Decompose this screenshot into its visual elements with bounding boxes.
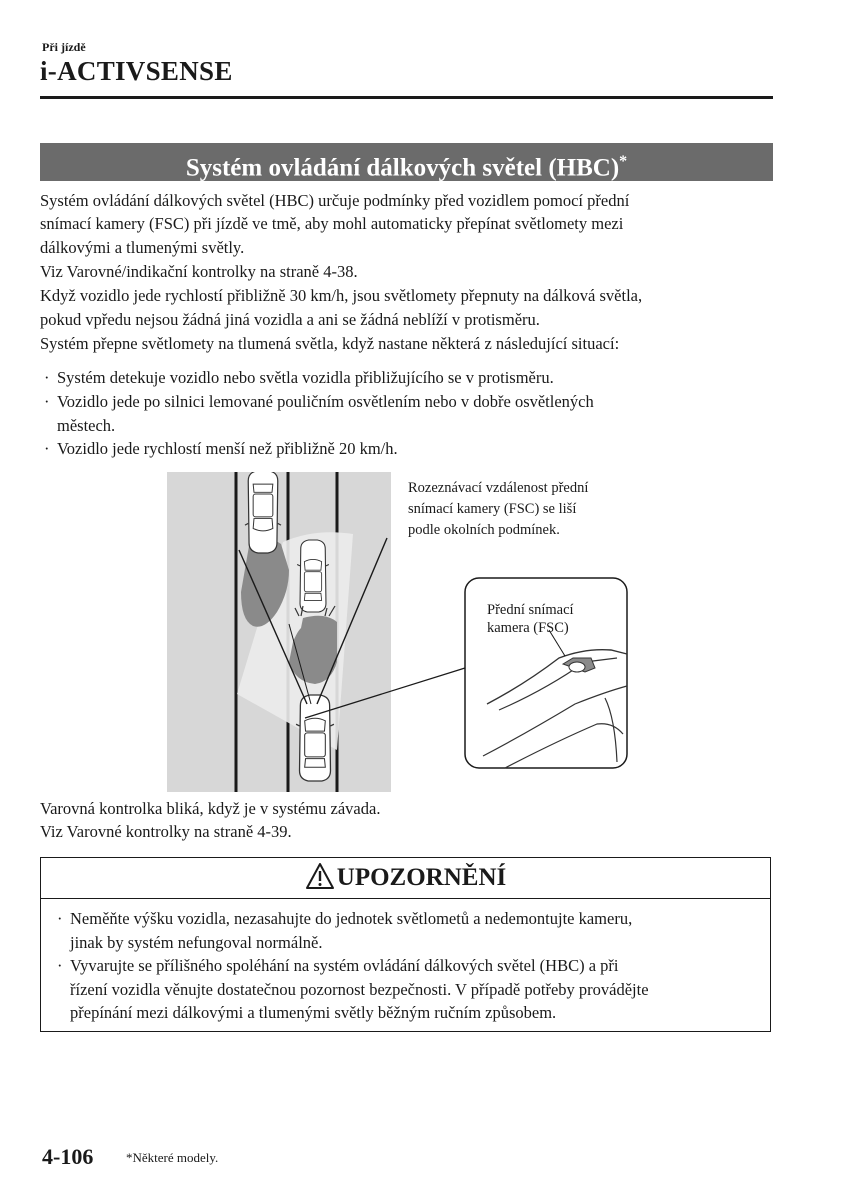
cross-reference: Viz Varovné kontrolky na straně 4-39. [40, 822, 292, 841]
caution-box [40, 857, 771, 1032]
section-label: Při jízdě [42, 40, 86, 54]
section-title-bar [40, 143, 773, 181]
intro-line: pokud vpředu nejsou žádná jiná vozidla a ani se žádná neblíží v protisměru. [40, 310, 540, 329]
list-item: · Vozidlo jede rychlostí menší než přibližně 20 km/h. [44, 437, 398, 461]
caution-item: · Vyvarujte se přílišného spoléhání na systém ovládání dálkových světel (HBC) a při řízení vozidla věnujte dostatečnou pozornost bezpečnosti. V případě potřeby provádějte přepínání mezi dálkovými a tlumenými světly běžným ručním způsobem. [57, 956, 649, 1022]
caution-item: · Neměňte výšku vozidla, nezasahujte do jednotek světlometů a nedemontujte kameru, jinak by systém nefungoval normálně. [57, 909, 633, 952]
chapter-title: i-ACTIVSENSE [40, 56, 233, 86]
page-number: 4-106 [42, 1144, 94, 1169]
bullet-dot: · [57, 909, 63, 928]
camera-callout-line: kamera (FSC) [487, 620, 569, 636]
intro-line: snímací kamery (FSC) při jízdě ve tmě, aby mohl automaticky přepínat světlomety mezi [40, 214, 624, 233]
own-car [296, 695, 334, 781]
header-rule [40, 96, 773, 99]
caution-header [41, 858, 770, 899]
caution-title: UPOZORNĚNÍ [336, 864, 507, 891]
bullet-dot: · [57, 956, 63, 975]
camera-callout-line: Přední snímací [487, 602, 574, 618]
oncoming-car [245, 472, 281, 553]
fsc-camera-lens [569, 662, 585, 672]
cross-reference: Viz Varovné/indikační kontrolky na straně 4-38. [40, 262, 358, 281]
list-item: · Systém detekuje vozidlo nebo světla vozidla přibližujícího se v protisměru. [44, 366, 554, 390]
footnote: *Některé modely. [126, 1150, 219, 1165]
section-title: Systém ovládání dálkových světel (HBC) [185, 154, 620, 182]
intro-line: Když vozidlo jede rychlostí přibližně 30 km/h, jsou světlomety přepnuty na dálková světla, [40, 286, 643, 305]
warning-note: Varovná kontrolka bliká, když je v systému závada. [40, 799, 381, 818]
bullet-dot: · [44, 392, 50, 411]
warning-triangle-icon [305, 862, 335, 890]
bullet-dot: · [44, 368, 50, 387]
intro-line: dálkovými a tlumenými světly. [40, 238, 245, 257]
list-item: · Vozidlo jede po silnici lemované pouličním osvětlením nebo v dobře osvětlených městech. [44, 392, 594, 435]
intro-line: Systém přepne světlomety na tlumená světla, když nastane některá z následující situací: [40, 334, 620, 353]
bullet-dot: · [44, 439, 50, 458]
range-callout: Rozeznávací vzdálenost přední snímací kamery (FSC) se liší podle okolních podmínek. [408, 480, 589, 538]
intro-line: Systém ovládání dálkových světel (HBC) určuje podmínky před vozidlem pomocí přední [40, 191, 630, 210]
preceding-car [297, 540, 329, 612]
section-title-mark: * [619, 153, 628, 170]
